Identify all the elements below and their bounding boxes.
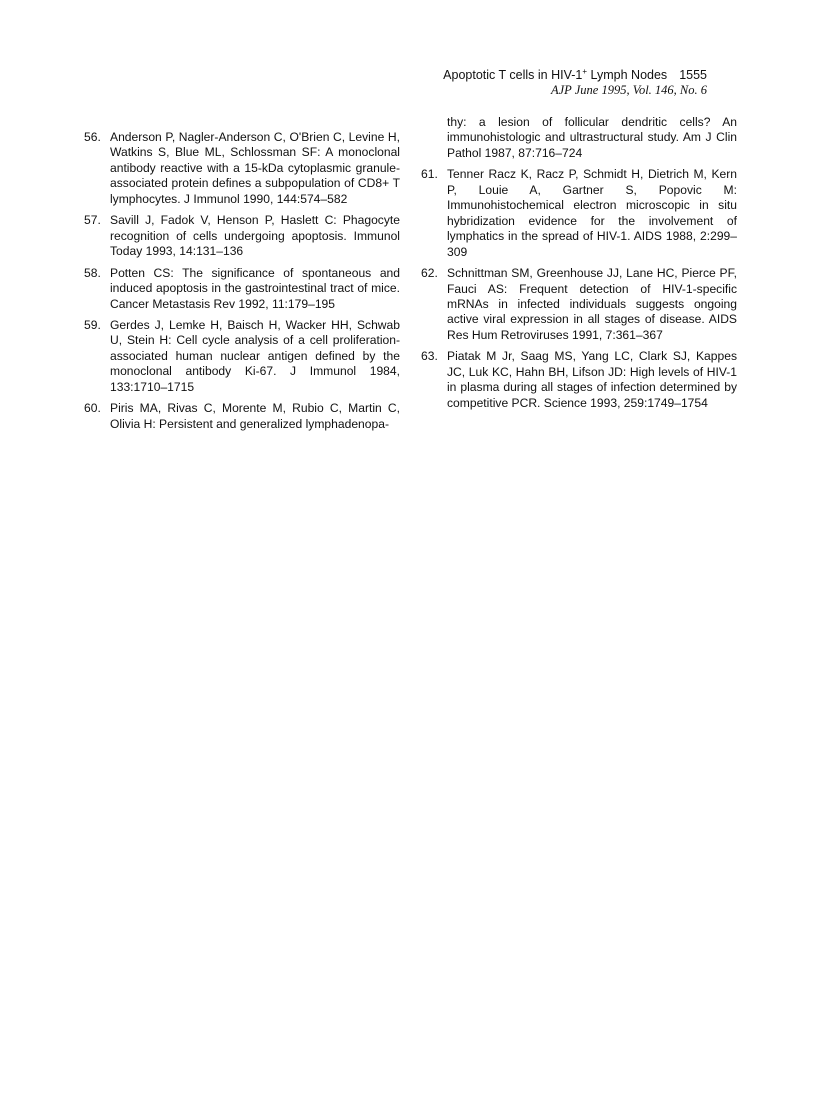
reference-number: 56. bbox=[84, 130, 101, 144]
reference-text: Schnittman SM, Greenhouse JJ, Lane HC, Pierce PF, Fauci AS: Frequent detection of HIV-1-specific mRNAs in infected individuals suggests ongoing active viral expression in all stages of disease. AIDS Res Hum Retroviruses 1991, 7:361–367 bbox=[447, 266, 737, 342]
running-title bbox=[443, 64, 707, 83]
reference-number: 63. bbox=[421, 349, 438, 364]
reference-text: Anderson P, Nagler-Anderson C, O'Brien C, Levine H, Watkins S, Blue ML, Schlossman SF: A monoclonal antibody reactive with a 15-kDa cytoplasmic granule-associated protein defines a subpopulation of CD8+ T lymphocytes. J Immunol 1990, 144:574–582 bbox=[110, 130, 400, 206]
reference-text: Piris MA, Rivas C, Morente M, Rubio C, Martin C, Olivia H: Persistent and generalized lymphadenopa- bbox=[110, 401, 400, 431]
journal-citation: AJP June 1995, Vol. 146, No. 6 bbox=[551, 83, 707, 98]
reference-number: 62. bbox=[421, 266, 438, 281]
reference-item bbox=[84, 213, 400, 259]
reference-item bbox=[421, 167, 737, 260]
reference-text: Piatak M Jr, Saag MS, Yang LC, Clark SJ, Kappes JC, Luk KC, Hahn BH, Lifson JD: High levels of HIV-1 in plasma during all stages of infection determined by competitive PCR. Science 1993, 259:1749–1754 bbox=[447, 349, 737, 410]
reference-item bbox=[84, 130, 400, 207]
reference-number: 58. bbox=[84, 265, 101, 280]
reference-text: Tenner Racz K, Racz P, Schmidt H, Dietrich M, Kern P, Louie A, Gartner S, Popovic M: Immunohistochemical electron microscopic in situ hybridization evidence for the involvement of lymphatics in the spread of HIV-1. AIDS 1988, 2:299–309 bbox=[447, 167, 737, 259]
reference-text: Potten CS: The significance of spontaneous and induced apoptosis in the gastrointestinal tract of mice. Cancer Metastasis Rev 1992, 11:179–195 bbox=[110, 265, 400, 311]
reference-number: 61. bbox=[421, 167, 438, 182]
reference-item bbox=[84, 266, 400, 312]
reference-continuation: thy: a lesion of follicular dendritic cells? An immunohistologic and ultrastructural study. Am J Clin Pathol 1987, 87:716–724 bbox=[447, 115, 737, 160]
running-title-text: Apoptotic T cells in HIV-1+ Lymph Nodes bbox=[443, 67, 668, 83]
reference-number: 59. bbox=[84, 317, 101, 332]
reference-column-left bbox=[84, 130, 400, 438]
reference-item bbox=[84, 401, 400, 432]
reference-item bbox=[421, 349, 737, 411]
reference-text: Savill J, Fadok V, Henson P, Haslett C: Phagocyte recognition of cells undergoing apoptosis. Immunol Today 1993, 14:131–136 bbox=[110, 213, 400, 259]
page-number: 1555 bbox=[679, 68, 707, 83]
reference-item bbox=[84, 318, 400, 395]
reference-column-right bbox=[421, 115, 737, 417]
reference-item bbox=[421, 266, 737, 343]
running-header bbox=[443, 64, 707, 98]
reference-number: 60. bbox=[84, 401, 101, 416]
reference-text: Gerdes J, Lemke H, Baisch H, Wacker HH, Schwab U, Stein H: Cell cycle analysis of a cell proliferation-associated human nuclear antigen defined by the monoclonal antibody Ki-67. J Immunol 1984, 133:1710–1715 bbox=[110, 317, 400, 394]
reference-number: 57. bbox=[84, 213, 101, 228]
